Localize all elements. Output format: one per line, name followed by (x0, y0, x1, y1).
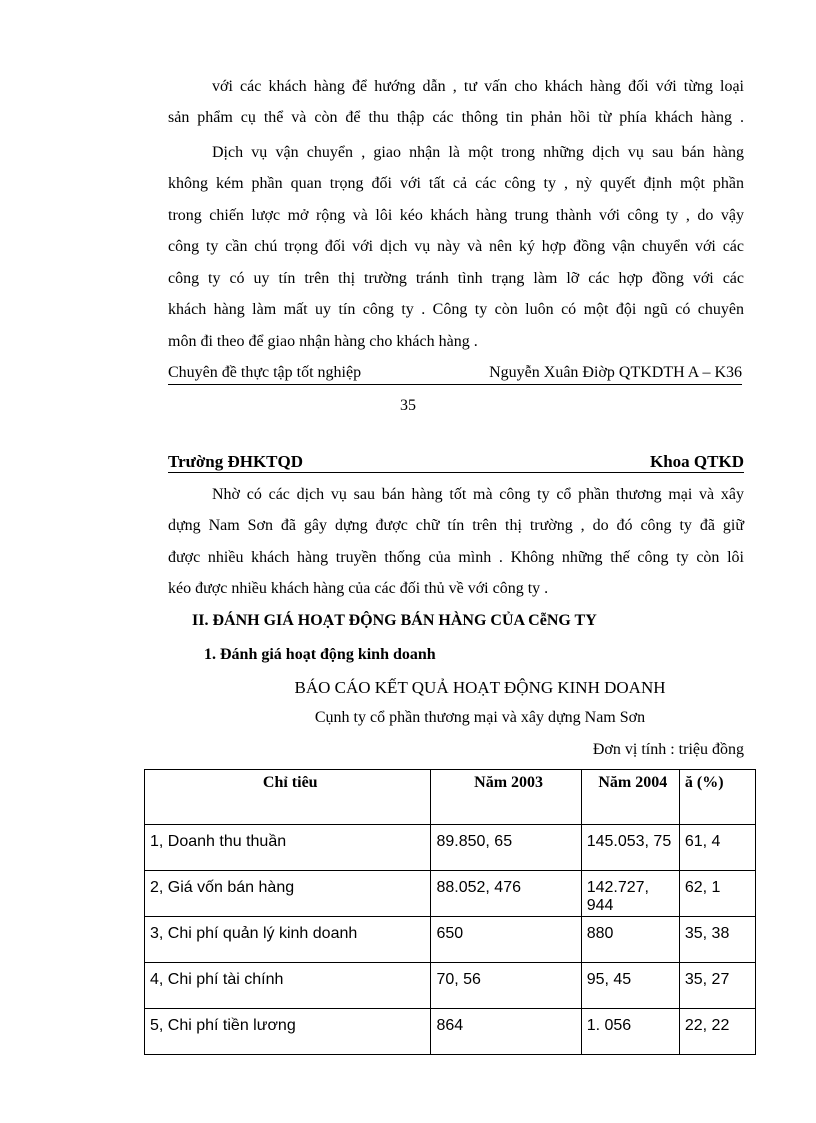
text-line: được nhiều khách hàng truyền thống của mình . Không những thế công ty còn lôi (168, 549, 744, 566)
table-cell: 1, Doanh thu thuần (145, 825, 431, 871)
table-cell: 22, 22 (679, 1009, 755, 1055)
unit-label: Đơn vị tính : triệu đồng (592, 741, 744, 758)
table-header-row (145, 770, 756, 825)
text-line: công ty có uy tín trên thị trường tránh tình trạng làm lỡ các hợp đồng với các (168, 270, 744, 287)
report-subtitle: Cụnh ty cổ phần thương mại và xây dựng Nam Sơn (314, 709, 646, 726)
section-heading: II. ĐÁNH GIÁ HOẠT ĐỘNG BÁN HÀNG CỦA CễNG TY (192, 612, 597, 629)
table-cell: 5, Chi phí tiền lương (145, 1009, 431, 1055)
table-row (145, 1009, 756, 1055)
column-header: ă (%) (679, 770, 755, 825)
header-school: Trường ĐHKTQD (168, 452, 304, 471)
page-number: 35 (400, 397, 416, 414)
table-cell: 35, 38 (679, 917, 755, 963)
subsection-heading: 1. Đánh giá hoạt động kinh doanh (204, 646, 436, 663)
table-row (145, 871, 756, 917)
table-cell: 650 (431, 917, 581, 963)
text-line: môn đi theo để giao nhận hàng cho khách hàng . (168, 333, 478, 350)
page-header (168, 452, 744, 473)
table-cell: 3, Chi phí quản lý kinh doanh (145, 917, 431, 963)
text-line: dựng Nam Sơn đã gây dựng được chữ tín trên thị trường , do đó công ty đã giữ (168, 517, 744, 534)
table-cell: 880 (581, 917, 679, 963)
text-line: khách hàng làm mất uy tín công ty . Công ty còn luôn có một đội ngũ có chuyên (168, 301, 744, 318)
table-row (145, 963, 756, 1009)
table-cell: 70, 56 (431, 963, 581, 1009)
column-header: Năm 2003 (431, 770, 581, 825)
text-line: không kém phần quan trọng đối với tất cả các công ty , nỳ quyết định một phần (168, 175, 744, 192)
text-line: công ty cần chú trọng đối với dịch vụ này và nên ký hợp đồng vận chuyển với các (168, 238, 744, 255)
table-cell: 89.850, 65 (431, 825, 581, 871)
table-cell: 864 (431, 1009, 581, 1055)
report-table (144, 769, 756, 1055)
table-cell: 145.053, 75 (581, 825, 679, 871)
header-faculty: Khoa QTKD (650, 452, 744, 471)
table-cell: 1. 056 (581, 1009, 679, 1055)
text-line: Dịch vụ vận chuyển , giao nhận là một trong những dịch vụ sau bán hàng (212, 144, 744, 161)
table-cell: 88.052, 476 (431, 871, 581, 917)
column-header: Năm 2004 (581, 770, 679, 825)
column-header: Chỉ tiêu (145, 770, 431, 825)
table-cell: 4, Chi phí tài chính (145, 963, 431, 1009)
table-cell: 95, 45 (581, 963, 679, 1009)
table-row (145, 825, 756, 871)
text-line: trong chiến lược mở rộng và lôi kéo khách hàng trung thành với công ty , do vậy (168, 207, 744, 224)
text-line: kéo được nhiều khách hàng của các đối thủ về với công ty . (168, 580, 549, 597)
table-cell: 142.727, 944 (581, 871, 679, 917)
table-cell: 61, 4 (679, 825, 755, 871)
table-row (145, 917, 756, 963)
text-line: với các khách hàng để hướng dẫn , tư vấn cho khách hàng đối với từng loại (212, 78, 744, 95)
footer-author: Nguyễn Xuân Điờp QTKDTH A – K36 (489, 364, 742, 381)
table-cell: 62, 1 (679, 871, 755, 917)
table-cell: 2, Giá vốn bán hàng (145, 871, 431, 917)
text-line: Nhờ có các dịch vụ sau bán hàng tốt mà công ty cổ phần thương mại và xây (212, 486, 744, 503)
page-footer (168, 364, 742, 385)
report-title: BÁO CÁO KẾT QUẢ HOẠT ĐỘNG KINH DOANH (294, 678, 666, 697)
text-line: sản phẩm cụ thể và còn để thu thập các thông tin phản hồi từ phía khách hàng . (168, 109, 744, 126)
table-cell: 35, 27 (679, 963, 755, 1009)
footer-title: Chuyên đề thực tập tốt nghiệp (168, 364, 362, 381)
